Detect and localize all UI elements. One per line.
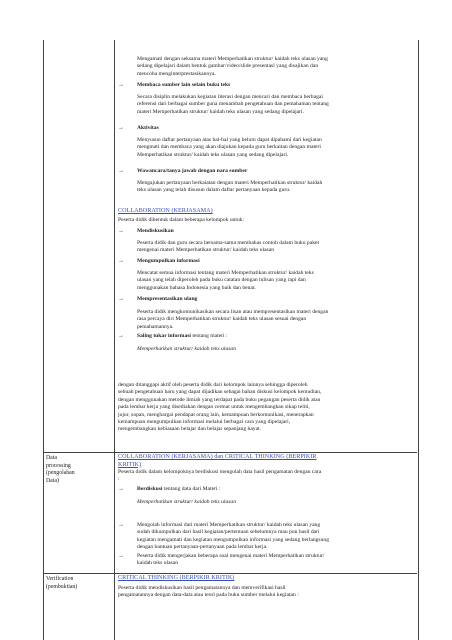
- item-text: Secara disiplin melakukan kegiatan literasi dengan mencari dan membaca berbagai referensi dari berbagai sumber guna menambah pengetahuan dan pemahaman tentang materi Memperhatikan struktur/ kaidah teks ulasan yang sedang dipelajari.: [137, 94, 329, 115]
- section-heading-verification: CRITICAL THINKING (BERPIKIR KRITIK): [118, 574, 235, 581]
- collaboration-intro: Peserta didik dibentuk dalam beberapa kelompok untuk:: [118, 217, 245, 223]
- item-text: Menyusun daftar pertanyaan atas hal-hal yang belum dapat dipahami dari kegiatan mengmati dan membaca yang akan diajukan kepada guru berkaitan dengan materi Memperhatikan struktur/ kaidah teks ulasan yang sedang dipelajari.: [137, 137, 322, 158]
- item-title: Mempresentasikan ulang: [137, 296, 198, 302]
- verification-text: Peserta didik mendiskusikan hasil pengamatannya dan memverifikasi hasil pengamatannya dengan data-data atau teori pada buku sumber melalui kegiatan :: [118, 585, 299, 599]
- item-title: Membaca sumber lain selain buku teks: [137, 82, 231, 88]
- item-title: Mengumpulkan informasi: [137, 258, 200, 264]
- arrow-icon: →: [118, 168, 124, 174]
- item-text: Peserta didik mengerjakan beberapa soal mengenai materi Memperhatikan struktur/ kaidah teks ulasan: [137, 553, 325, 567]
- item-text: Peserta didik mengkomunikasikan secara lisan atau mempresentasikan materi dengan rasa percaya diri Memperhatikan struktur/ kaidah teks ulasan sesuai dengan pemahamannya.: [137, 309, 329, 330]
- arrow-icon: →: [118, 258, 124, 264]
- arrow-icon: →: [118, 333, 124, 339]
- item-text: Peserta didik dan guru secara bersama-sama membahas contoh dalam buku paket mengenai materi Memperhatikan struktur/ kaidah teks ulasan: [137, 240, 320, 254]
- arrow-icon: →: [118, 296, 124, 302]
- arrow-icon: →: [118, 125, 124, 131]
- row-label-data-processing: Data processing (pengolahan Data): [46, 455, 75, 484]
- row-label-verification: Verification (pembuktian): [46, 576, 78, 590]
- arrow-icon: →: [118, 553, 124, 559]
- column-divider: [114, 40, 115, 640]
- item-text: Mengajukan pertanyaan berkaiatan dengan materi Memperhatikan struktur/ kaidah teks ulasan yang telah disusun dalam daftar pertanyaan kepada guru.: [137, 180, 323, 194]
- processing-intro: Peserta didik dalam kelompoknya berdiskusi mengolah data hasil pengamatan dengan cara :: [118, 469, 322, 483]
- topic-text: Memperhatikan struktur/ kaidah teks ulasan: [137, 499, 237, 505]
- item-title-inline: Saling tukar informasi tentang materi :: [137, 333, 228, 339]
- arrow-icon: →: [118, 486, 124, 492]
- section-heading-processing: COLLABORATION (KERJASAMA) dan CRITICAL THINKING (BERPIKIR KRITIK): [118, 453, 317, 468]
- item-text: Mencatat semua informasi tentang materi Memperhatikan struktur/ kaidah teks ulasan yang telah diperoleh pada buku catatan dengan tulisan yang rapi dan menggunakan bahasa Indonesia yang baik dan benar.: [137, 270, 314, 291]
- arrow-icon: →: [118, 228, 124, 234]
- closing-paragraph: dengan ditanggapi aktif oleh peserta didik dari kelompok lainnya sehingga diperoleh sebuah pengetahuan baru yang dapat dijadikan sebagai bahan diskusi kelompok kemudian, dengan menggunakan metode ilmiah yang terdapat pada buku pegangan peserta didik atau pada lembar kerja yang disediakan dengan cermat untuk mengembangkan sikap teliti, jujur, sopan, menghargai pendapat orang lain, kemampuan berkomunikasi, menerapkan kemampuan mengumpulkan informasi melalui berbagai cara yang dipelajari, mengembangkan kebiasaan belajar dan belajar sepanjang hayat.: [118, 382, 322, 433]
- arrow-icon: →: [118, 82, 124, 88]
- item-title-inline: Berdiskusi tentang data dari Materi :: [137, 486, 221, 492]
- section-heading-collaboration: COLLABORATION (KERJASAMA): [118, 207, 213, 214]
- topic-text: Memperhatikan struktur/ kaidah teks ulasan: [137, 346, 237, 352]
- item-title: Mendiskusikan: [137, 228, 174, 234]
- item-title: Wawancara/tanya jawab dengan nara sumber: [137, 168, 248, 174]
- item-text: Mengolah informasi dari materi Memperhatikan struktur/ kaidah teks ulasan yang sudah dikumpulkan dari hasil kegiatan/pertemuan sebelumnya mau pun hasil dari kegiatan mengamati dan kegiatan mengumpulkan informasi yang sedang berlangsung dengan bantuan pertanyaan-pertanyaan pada lembar kerja.: [137, 522, 329, 551]
- observation-intro: Mengamati dengan seksama materi Memperhatikan struktur/ kaidah teks ulasan yang sedang dipelajari dalam bentuk gambar/video/slide presentasi yang disajikan dan mencoba menginterprestasikannya.: [137, 56, 328, 77]
- arrow-icon: →: [118, 522, 124, 528]
- item-title: Aktivitas: [137, 125, 159, 131]
